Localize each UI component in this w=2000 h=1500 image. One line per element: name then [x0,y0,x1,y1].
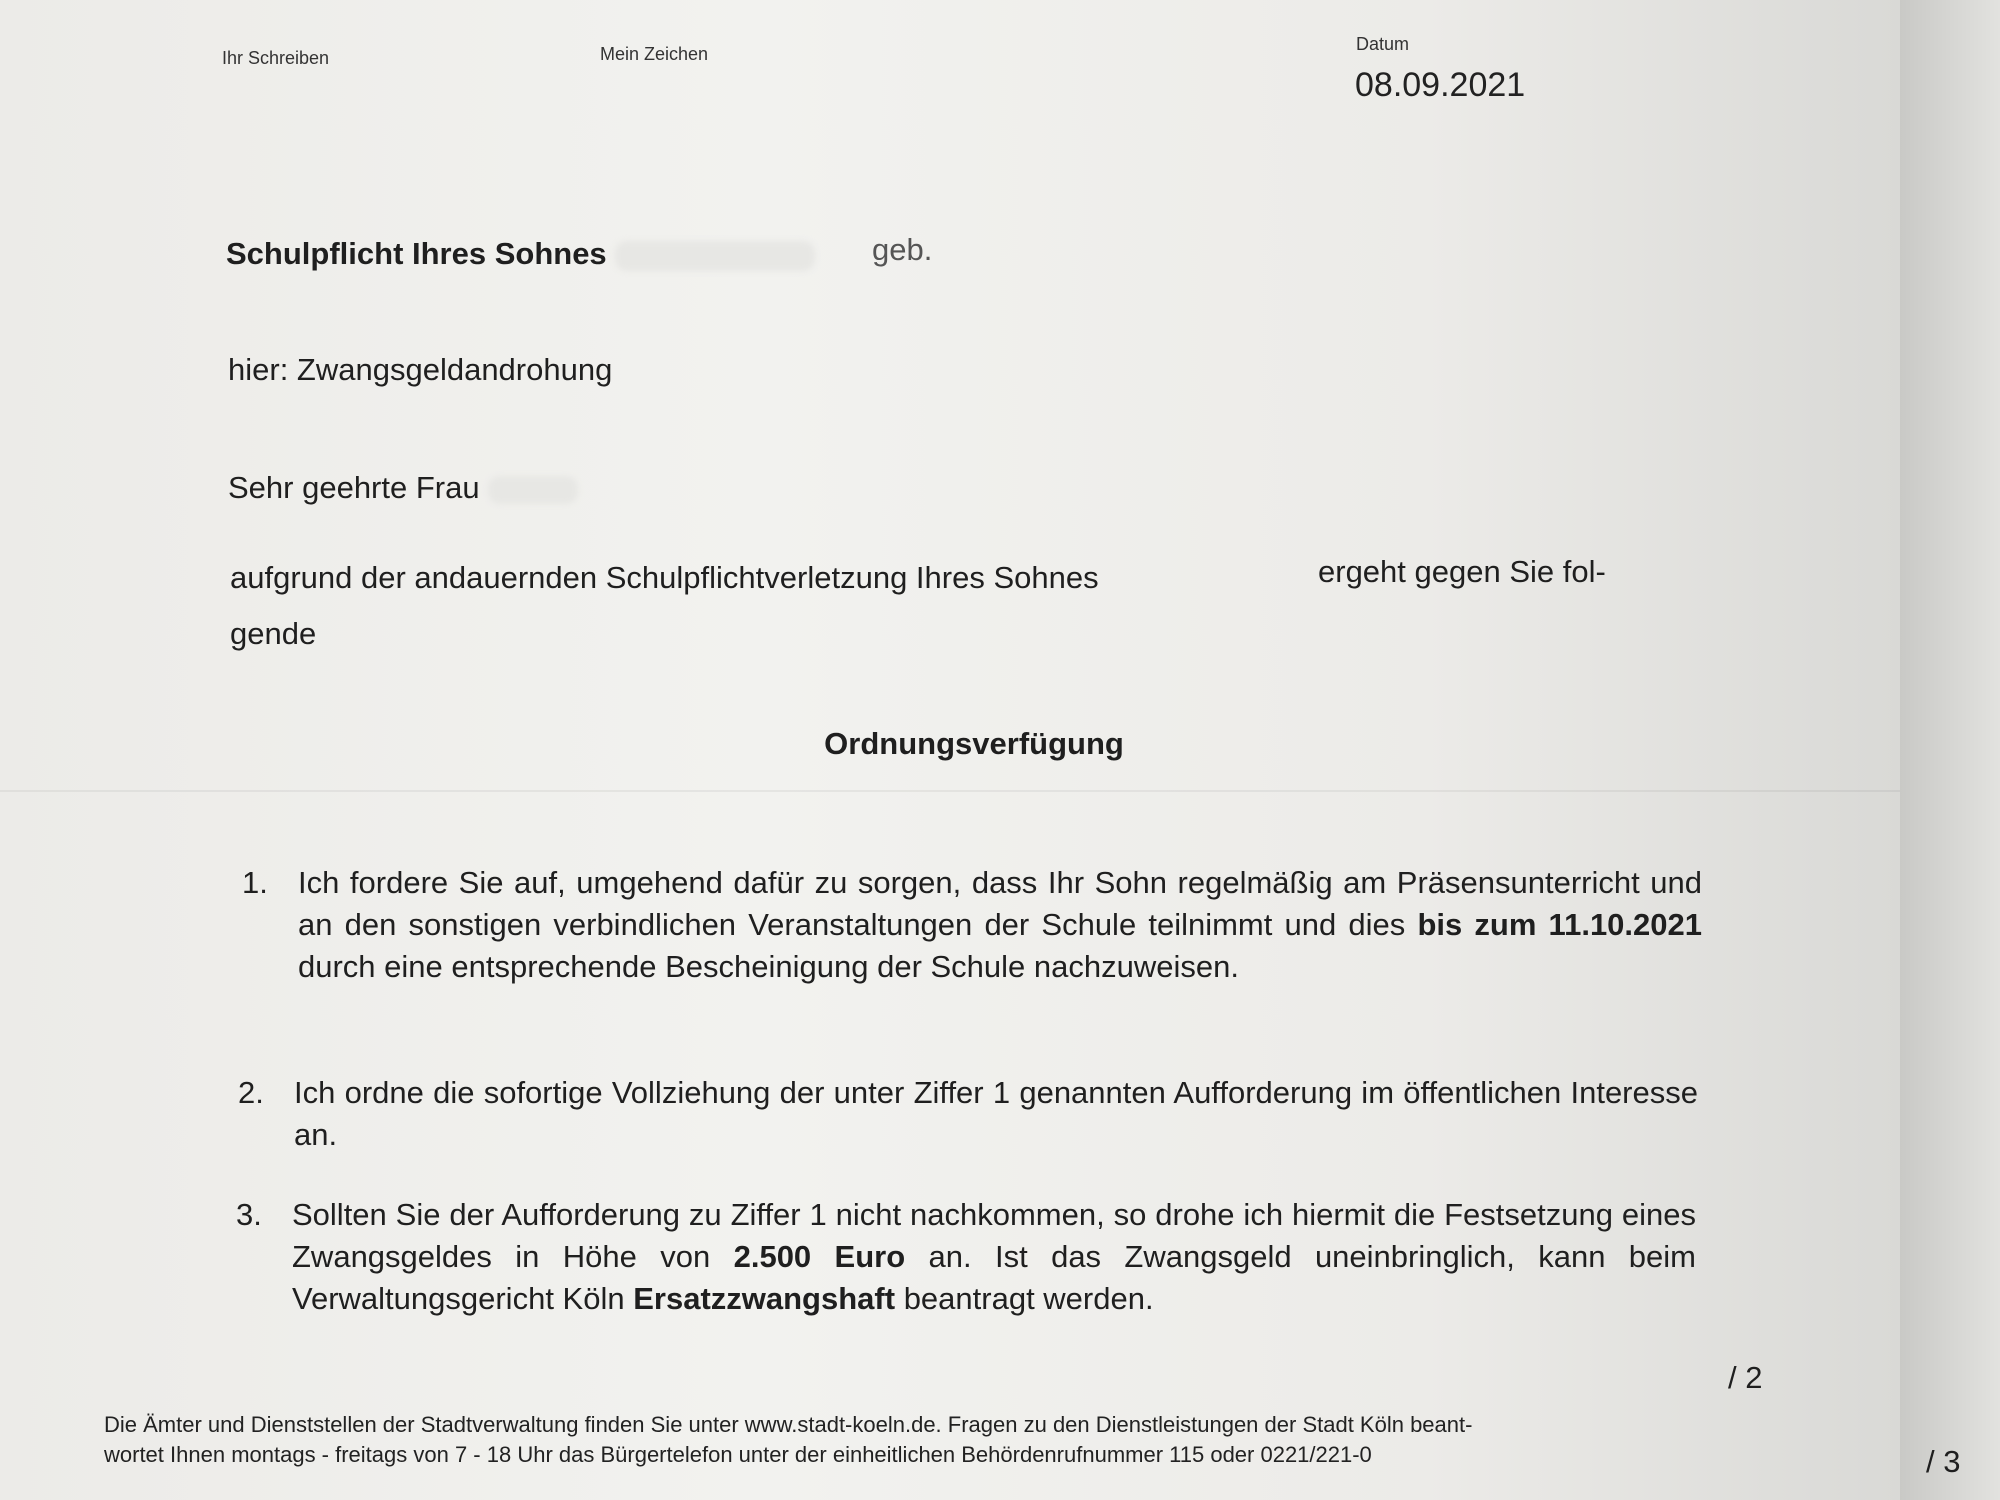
redacted-surname [488,476,578,504]
item-deadline: bis zum 11.10.2021 [1417,907,1703,942]
redacted-name [615,241,815,271]
item-text: Ich ordne die sofortige Vollziehung der unter Ziffer 1 genannten Aufforderung im öffentlichen Interesse an. [294,1075,1698,1152]
item-number: 3. [236,1197,262,1232]
item-number: 1. [242,865,268,900]
item-text-after: durch eine entsprechende Bescheinigung der Schule nachzuweisen. [298,949,1239,984]
list-item [242,862,1702,988]
subject-text: Schulpflicht Ihres Sohnes [226,236,607,271]
list-item [236,1194,1696,1320]
item-amount: 2.500 Euro [733,1239,906,1274]
page-marker: / 2 [1728,1360,1763,1395]
document-heading: Ordnungsverfügung [824,726,1124,761]
footer [104,1410,1724,1470]
item-text-before: Sollten Sie der Aufforderung zu Ziffer 1 nicht nachkommen, so drohe ich hiermit die Festsetzung eines Zwangsgeldes in Höhe von [292,1197,1696,1274]
list-item [238,1072,1698,1156]
subject-geb: geb. [872,232,933,267]
footer-line-1: Die Ämter und Dienststellen der Stadtverwaltung finden Sie unter www.stadt-koeln.de. Fragen zu den Dienstleistungen der Stadt Köln beant- [104,1412,1473,1437]
subject-line [226,236,815,272]
intro-part1: aufgrund der andauernden Schulpflichtverletzung Ihres Sohnes [230,560,1099,595]
item-text-middle: an. Ist das Zwangsgeld uneinbringlich, kann beim Verwaltungsgericht Köln [292,1239,1696,1316]
datum-value: 08.09.2021 [1355,66,1526,104]
intro-part2: ergeht gegen Sie fol- [1318,554,1606,589]
item-number: 2. [238,1075,264,1110]
item-ersatzzwangshaft: Ersatzzwangshaft [633,1281,896,1316]
hier-line: hier: Zwangsgeldandrohung [228,352,613,387]
next-page-edge [1900,0,2000,1500]
datum-label: Datum [1356,34,1410,54]
item-text [298,862,1702,988]
next-page-marker: / 3 [1926,1444,1961,1479]
ihr-schreiben-label: Ihr Schreiben [222,48,330,68]
mein-zeichen-label: Mein Zeichen [600,44,709,64]
intro-part3: gende [230,616,317,651]
item-text-after: beantragt werden. [903,1281,1154,1316]
salutation [228,466,578,510]
salutation-text: Sehr geehrte Frau [228,470,480,505]
footer-line-2: wortet Ihnen montags - freitags von 7 - 18 Uhr das Bürgertelefon unter der einheitlichen Behördenrufnummer 115 oder 0221/221-0 [104,1442,1372,1467]
item-text-before: Ich fordere Sie auf, umgehend dafür zu sorgen, dass Ihr Sohn regelmäßig am Präsensunterricht und an den sonstigen verbindlichen Veranstaltungen der Schule teilnimmt und dies [298,865,1702,942]
item-text [292,1194,1696,1320]
